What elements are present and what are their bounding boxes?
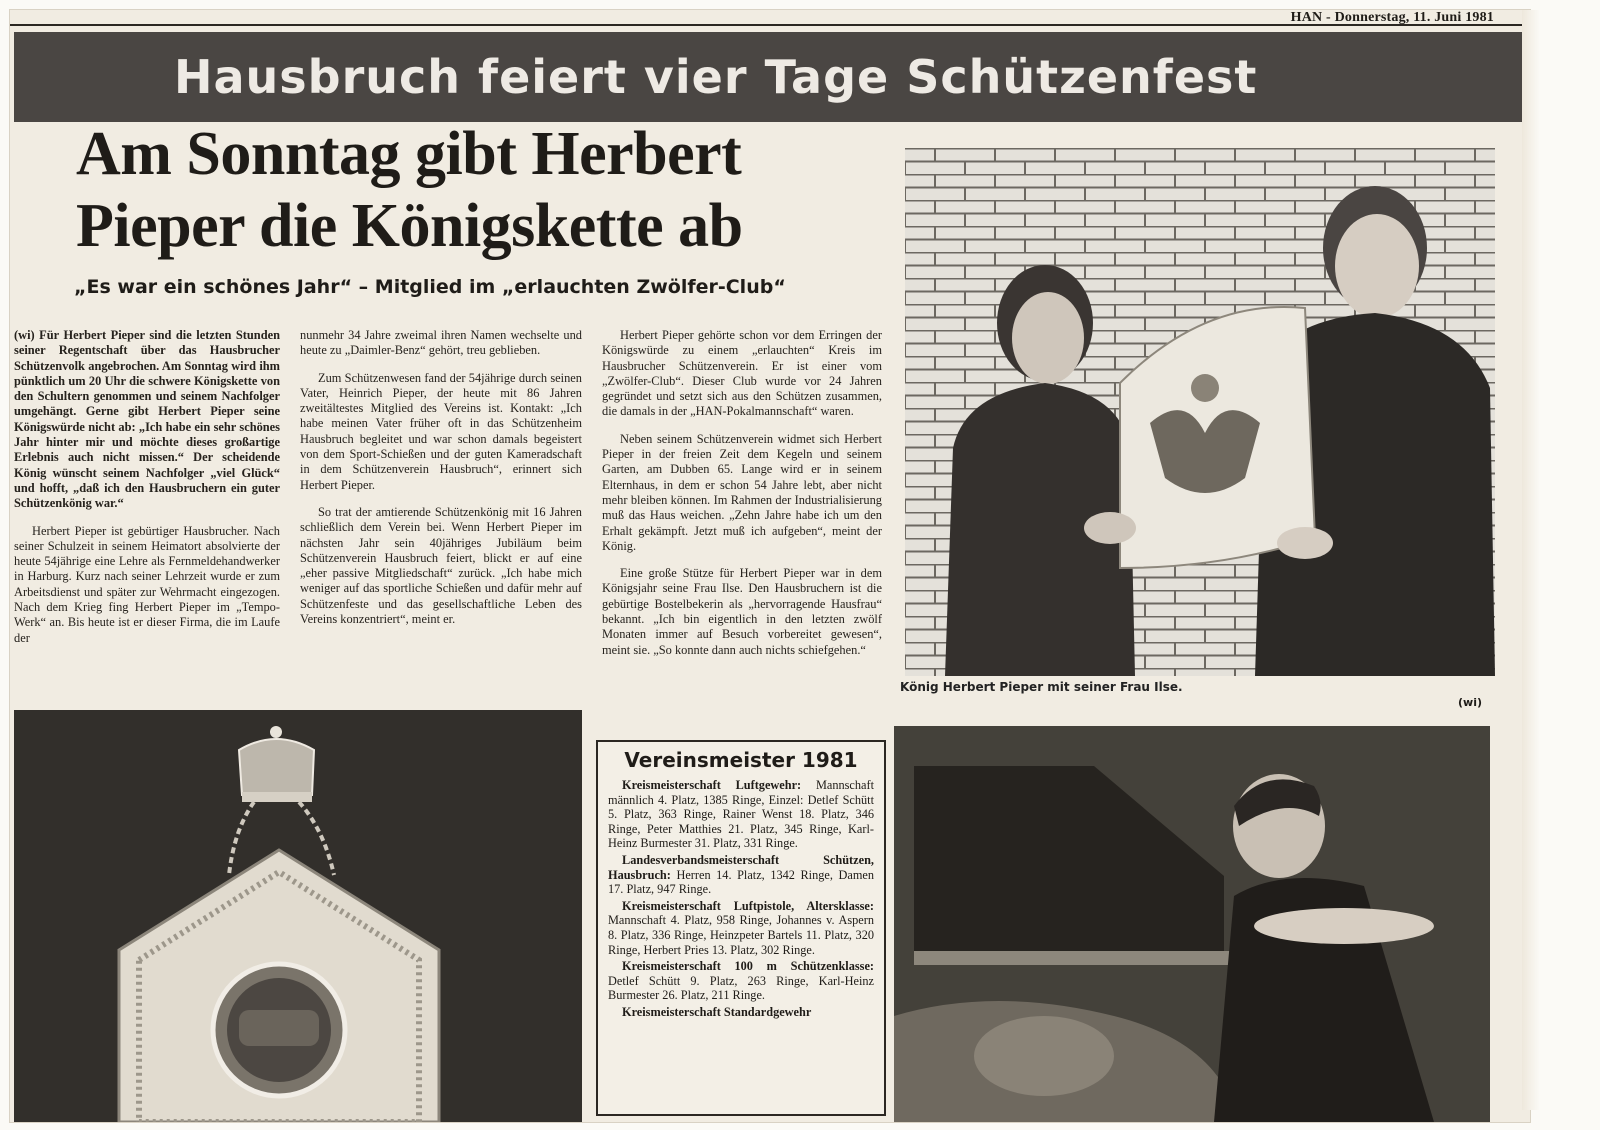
box-entry-head: Kreismeisterschaft Luftpistole, Altersklasse:	[622, 898, 874, 913]
box-entry-head: Landesverbandsmeisterschaft Schützen, Hausbruch:	[608, 852, 874, 882]
photo-couple-with-plaque	[905, 148, 1495, 676]
column-paragraph: Zum Schützenwesen fand der 54jährige durch seinen Vater, Heinrich Pieper, der heute mit 86 Jahren zweitältestes Mitglied des Vereins ist. Kontakt: „Ich habe meinen Vater früher oft in das Schützenheim Hausbruch begleitet und war schon damals begeistert von dem Sport-Schießen und der guten Kameradschaft in dem Schützenverein Hausbruch“, erinnert sich Herbert Pieper.	[300, 370, 582, 492]
column-paragraph: nunmehr 34 Jahre zweimal ihren Namen wechselte und heute zu „Daimler-Benz“ gehört, treu geblieben.	[300, 328, 582, 358]
box-entry	[608, 1005, 874, 1020]
dateline: HAN - Donnerstag, 11. Juni 1981	[1290, 10, 1494, 25]
column-paragraph: So trat der amtierende Schützenkönig mit 16 Jahren schließlich dem Verein bei. Wenn Herbert Pieper im nächsten Jahr sein 40jähriges Jubiläum beim Schützenverein Hausbruch feiert, blickt er auf eine „eher passive Mitgliedschaft“ zurück. „Ich habe mich weniger auf das sportliche Schießen und dafür mehr auf Schützenfeste und das gesellschaftliche Leben des Vereins konzentriert“, meint er.	[300, 504, 582, 627]
box-entry-text: Mannschaft männlich 4. Platz, 1385 Ringe, Einzel: Detlef Schütt 5. Platz, 363 Ringe, Rainer Wenst 18. Platz, 346 Ringe, Peter Matthies 21. Platz, 345 Ringe, Karl-Heinz Burmester 31. Platz, 331 Ringe.	[608, 778, 875, 851]
article-subheadline: „Es war ein schönes Jahr“ – Mitglied im „erlauchten Zwölfer-Club“	[74, 276, 786, 298]
article-column-3	[602, 328, 882, 720]
column-paragraph: Eine große Stütze für Herbert Pieper war in dem Königsjahr seine Frau Ilse. Den Hausbruchern ist die gebürtige Bostelbekerin als „hervorragende Hausfrau“ bekannt. „Ich bin eigentlich in den letzten zwölf Monaten immer auf Besuch vorbereitet gewesen“, meint sie. „So konnte dann auch nichts schiefgehen.“	[602, 566, 882, 657]
box-entry-text: Detlef Schütt 9. Platz, 263 Ringe, Karl-Heinz Burmester 26. Platz, 211 Ringe.	[608, 973, 874, 1003]
article-column-1	[14, 328, 280, 710]
photo-kings-chain	[14, 710, 582, 1122]
box-entry-text: Mannschaft 4. Platz, 958 Ringe, Johannes v. Aspern 8. Platz, 336 Ringe, Heinzpeter Bartels 11. Platz, 320 Ringe, Herbert Pries 13. Platz, 302 Ringe.	[608, 913, 874, 957]
box-entry-text: Herren 14. Platz, 1342 Ringe, Damen 17. Platz, 947 Ringe.	[608, 867, 875, 897]
article-column-2	[300, 328, 582, 710]
column-paragraph: (wi) Für Herbert Pieper sind die letzten Stunden seiner Regentschaft über das Hausbrucher Schützenvolk angebrochen. Am Sonntag wird ihm pünktlich um 20 Uhr die schwere Königskette von den Schultern genommen und seinem Nachfolger umgehängt. Gerne gibt Herbert Pieper seine Königswürde nicht ab: „Ich habe ein sehr schönes Jahr hinter mir und möchte dieses großartige Erlebnis auch nicht missen.“ Der scheidende König wünscht seinem Nachfolger „viel Glück“ und hofft, „daß ich den Hausbruchern ein guter Schützenkönig war.“	[14, 328, 280, 511]
box-entry	[608, 853, 874, 897]
column-paragraph: Herbert Pieper gehörte schon vor dem Erringen der Königswürde zu einem „erlauchten“ Kreis im Hausbrucher Schützenverein. Er ist einer vom „Zwölfer-Club“. Dieser Club wurde vor 24 Jahren gegründet und setzt sich aus den Schützen zusammen, die damals in der „HAN-Pokalmannschaft“ waren.	[602, 328, 882, 419]
box-title: Vereinsmeister 1981	[624, 748, 858, 772]
column-paragraph: Neben seinem Schützenverein widmet sich Herbert Pieper in der freien Zeit dem Kegeln und seinem Garten, am Dubben 65. Lange wird er in seinem Elternhaus, in dem er schon 54 Jahre lebt, aber nicht mehr bleiben können. Im Rahmen der Industrialisierung muß das Haus weichen. „Zehn Jahre habe ich um den Erhalt gekämpft. Jetzt muß ich aufgeben“, meint der König.	[602, 431, 882, 553]
box-entry-head: Kreismeisterschaft 100 m Schützenklasse:	[622, 959, 874, 974]
club-champions-box	[596, 740, 886, 1116]
newspaper-page	[10, 10, 1530, 1122]
photo-caption: König Herbert Pieper mit seiner Frau Ilse.	[900, 680, 1183, 694]
article-headline: Am Sonntag gibt Herbert Pieper die Königskette ab	[76, 120, 743, 260]
page-edge-shadow	[1522, 10, 1540, 1110]
box-entry	[608, 959, 874, 1003]
box-entry	[608, 899, 874, 957]
box-entry	[608, 778, 874, 851]
photo-workshop	[894, 726, 1490, 1122]
box-entry-head: Kreismeisterschaft Luftgewehr:	[622, 778, 802, 792]
box-entry-head: Kreismeisterschaft Standardgewehr	[622, 1004, 812, 1019]
photo-credit: (wi)	[1458, 696, 1482, 709]
box-body	[598, 778, 884, 1020]
column-paragraph: Herbert Pieper ist gebürtiger Hausbrucher. Nach seiner Schulzeit in seinem Heimatort absolvierte der heute 54jährige eine Lehre als Fernmeldehandwerker in Harburg. Kurz nach seiner Lehrzeit wurde er zum Arbeitsdienst und später zur Wehrmacht eingezogen. Nach dem Krieg fing Herbert Pieper im „Tempo-Werk“ an. Bis heute ist er dieser Firma, die im Laufe der	[14, 523, 280, 645]
section-banner: Hausbruch feiert vier Tage Schützenfest	[14, 32, 1526, 122]
